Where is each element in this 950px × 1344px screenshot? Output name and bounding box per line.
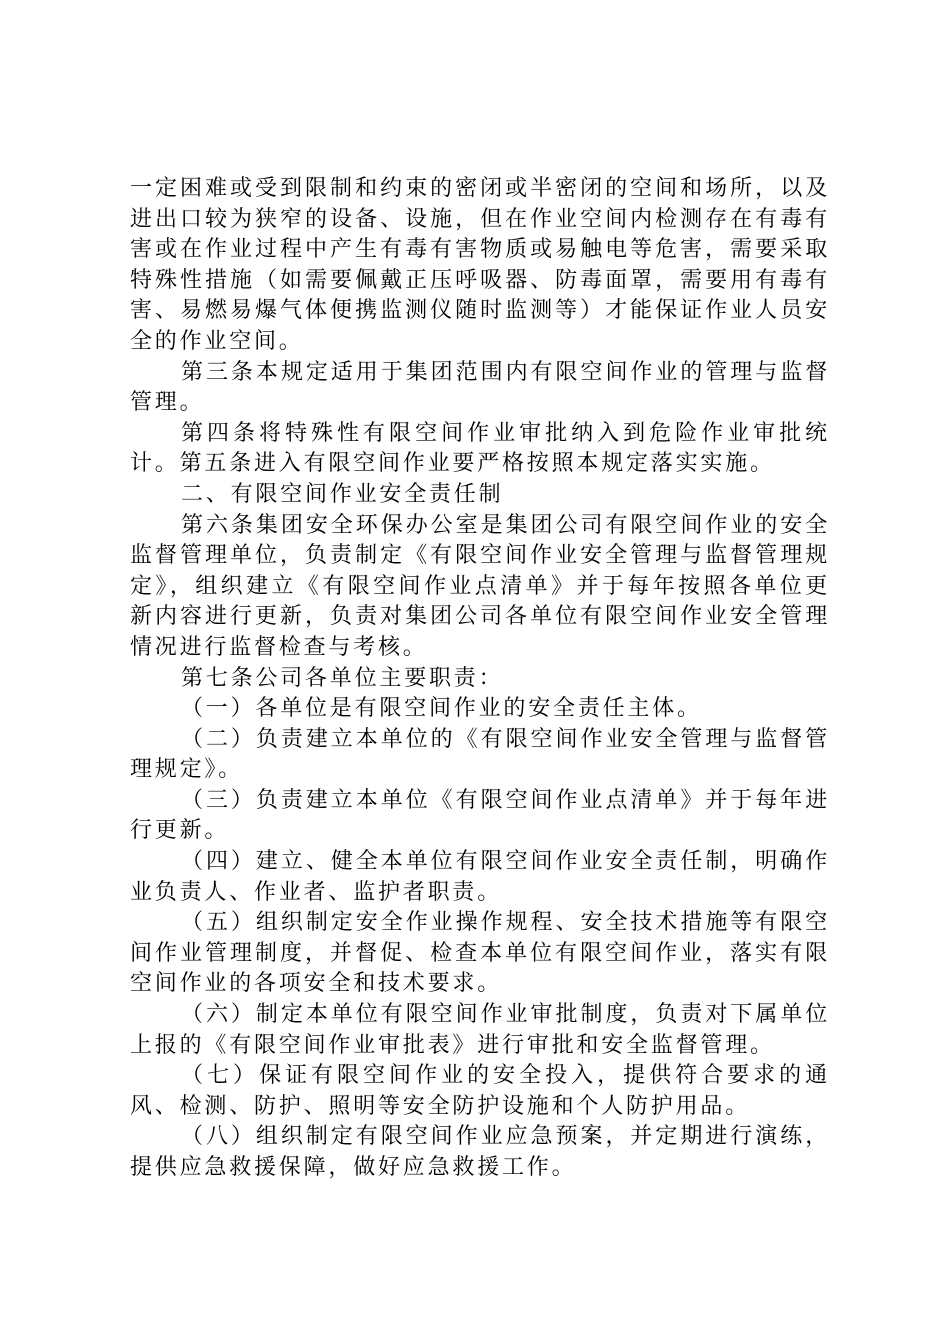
paragraph-article-6: 第六条集团安全环保办公室是集团公司有限空间作业的安全监督管理单位，负责制定《有限空间作业安全管理与监督管理规定》，组织建立《有限空间作业点清单》并于每年按照各单位更新内容进行更新，负责对集团公司各单位有限空间作业安全管理情况进行监督检查与考核。 <box>130 512 830 660</box>
document-page <box>130 174 830 1184</box>
list-item-3: （三）负责建立本单位《有限空间作业点清单》并于每年进行更新。 <box>130 787 830 844</box>
list-item-8: （八）组织制定有限空间作业应急预案，并定期进行演练，提供应急救援保障，做好应急救援工作。 <box>130 1124 830 1180</box>
list-item-6: （六）制定本单位有限空间作业审批制度，负责对下属单位上报的《有限空间作业审批表》进行审批和安全监督管理。 <box>130 1002 830 1058</box>
paragraph-article-3: 第三条本规定适用于集团范围内有限空间作业的管理与监督管理。 <box>130 359 830 416</box>
paragraph-article-4-5: 第四条将特殊性有限空间作业审批纳入到危险作业审批统计。第五条进入有限空间作业要严格按照本规定落实实施。 <box>130 420 830 477</box>
section-heading-responsibility: 二、有限空间作业安全责任制 <box>181 481 504 507</box>
list-item-7: （七）保证有限空间作业的安全投入，提供符合要求的通风、检测、防护、照明等安全防护设施和个人防护用品。 <box>130 1063 830 1119</box>
paragraph-definition-continued: 一定困难或受到限制和约束的密闭或半密闭的空间和场所，以及进出口较为狭窄的设备、设施，但在作业空间内检测存在有毒有害或在作业过程中产生有毒有害物质或易触电等危害，需要采取特殊性措施（如需要佩戴正压呼吸器、防毒面罩，需要用有毒有害、易燃易爆气体便携监测仪随时监测等）才能保证作业人员安全的作业空间。 <box>130 176 830 354</box>
list-item-1: （一）各单位是有限空间作业的安全责任主体。 <box>181 696 702 722</box>
paragraph-article-7: 第七条公司各单位主要职责： <box>181 665 504 691</box>
list-item-5: （五）组织制定安全作业操作规程、安全技术措施等有限空间作业管理制度，并督促、检查本单位有限空间作业，落实有限空间作业的各项安全和技术要求。 <box>130 910 830 997</box>
list-item-2: （二）负责建立本单位的《有限空间作业安全管理与监督管理规定》。 <box>130 726 830 783</box>
list-item-4: （四）建立、健全本单位有限空间作业安全责任制，明确作业负责人、作业者、监护者职责。 <box>130 849 830 905</box>
